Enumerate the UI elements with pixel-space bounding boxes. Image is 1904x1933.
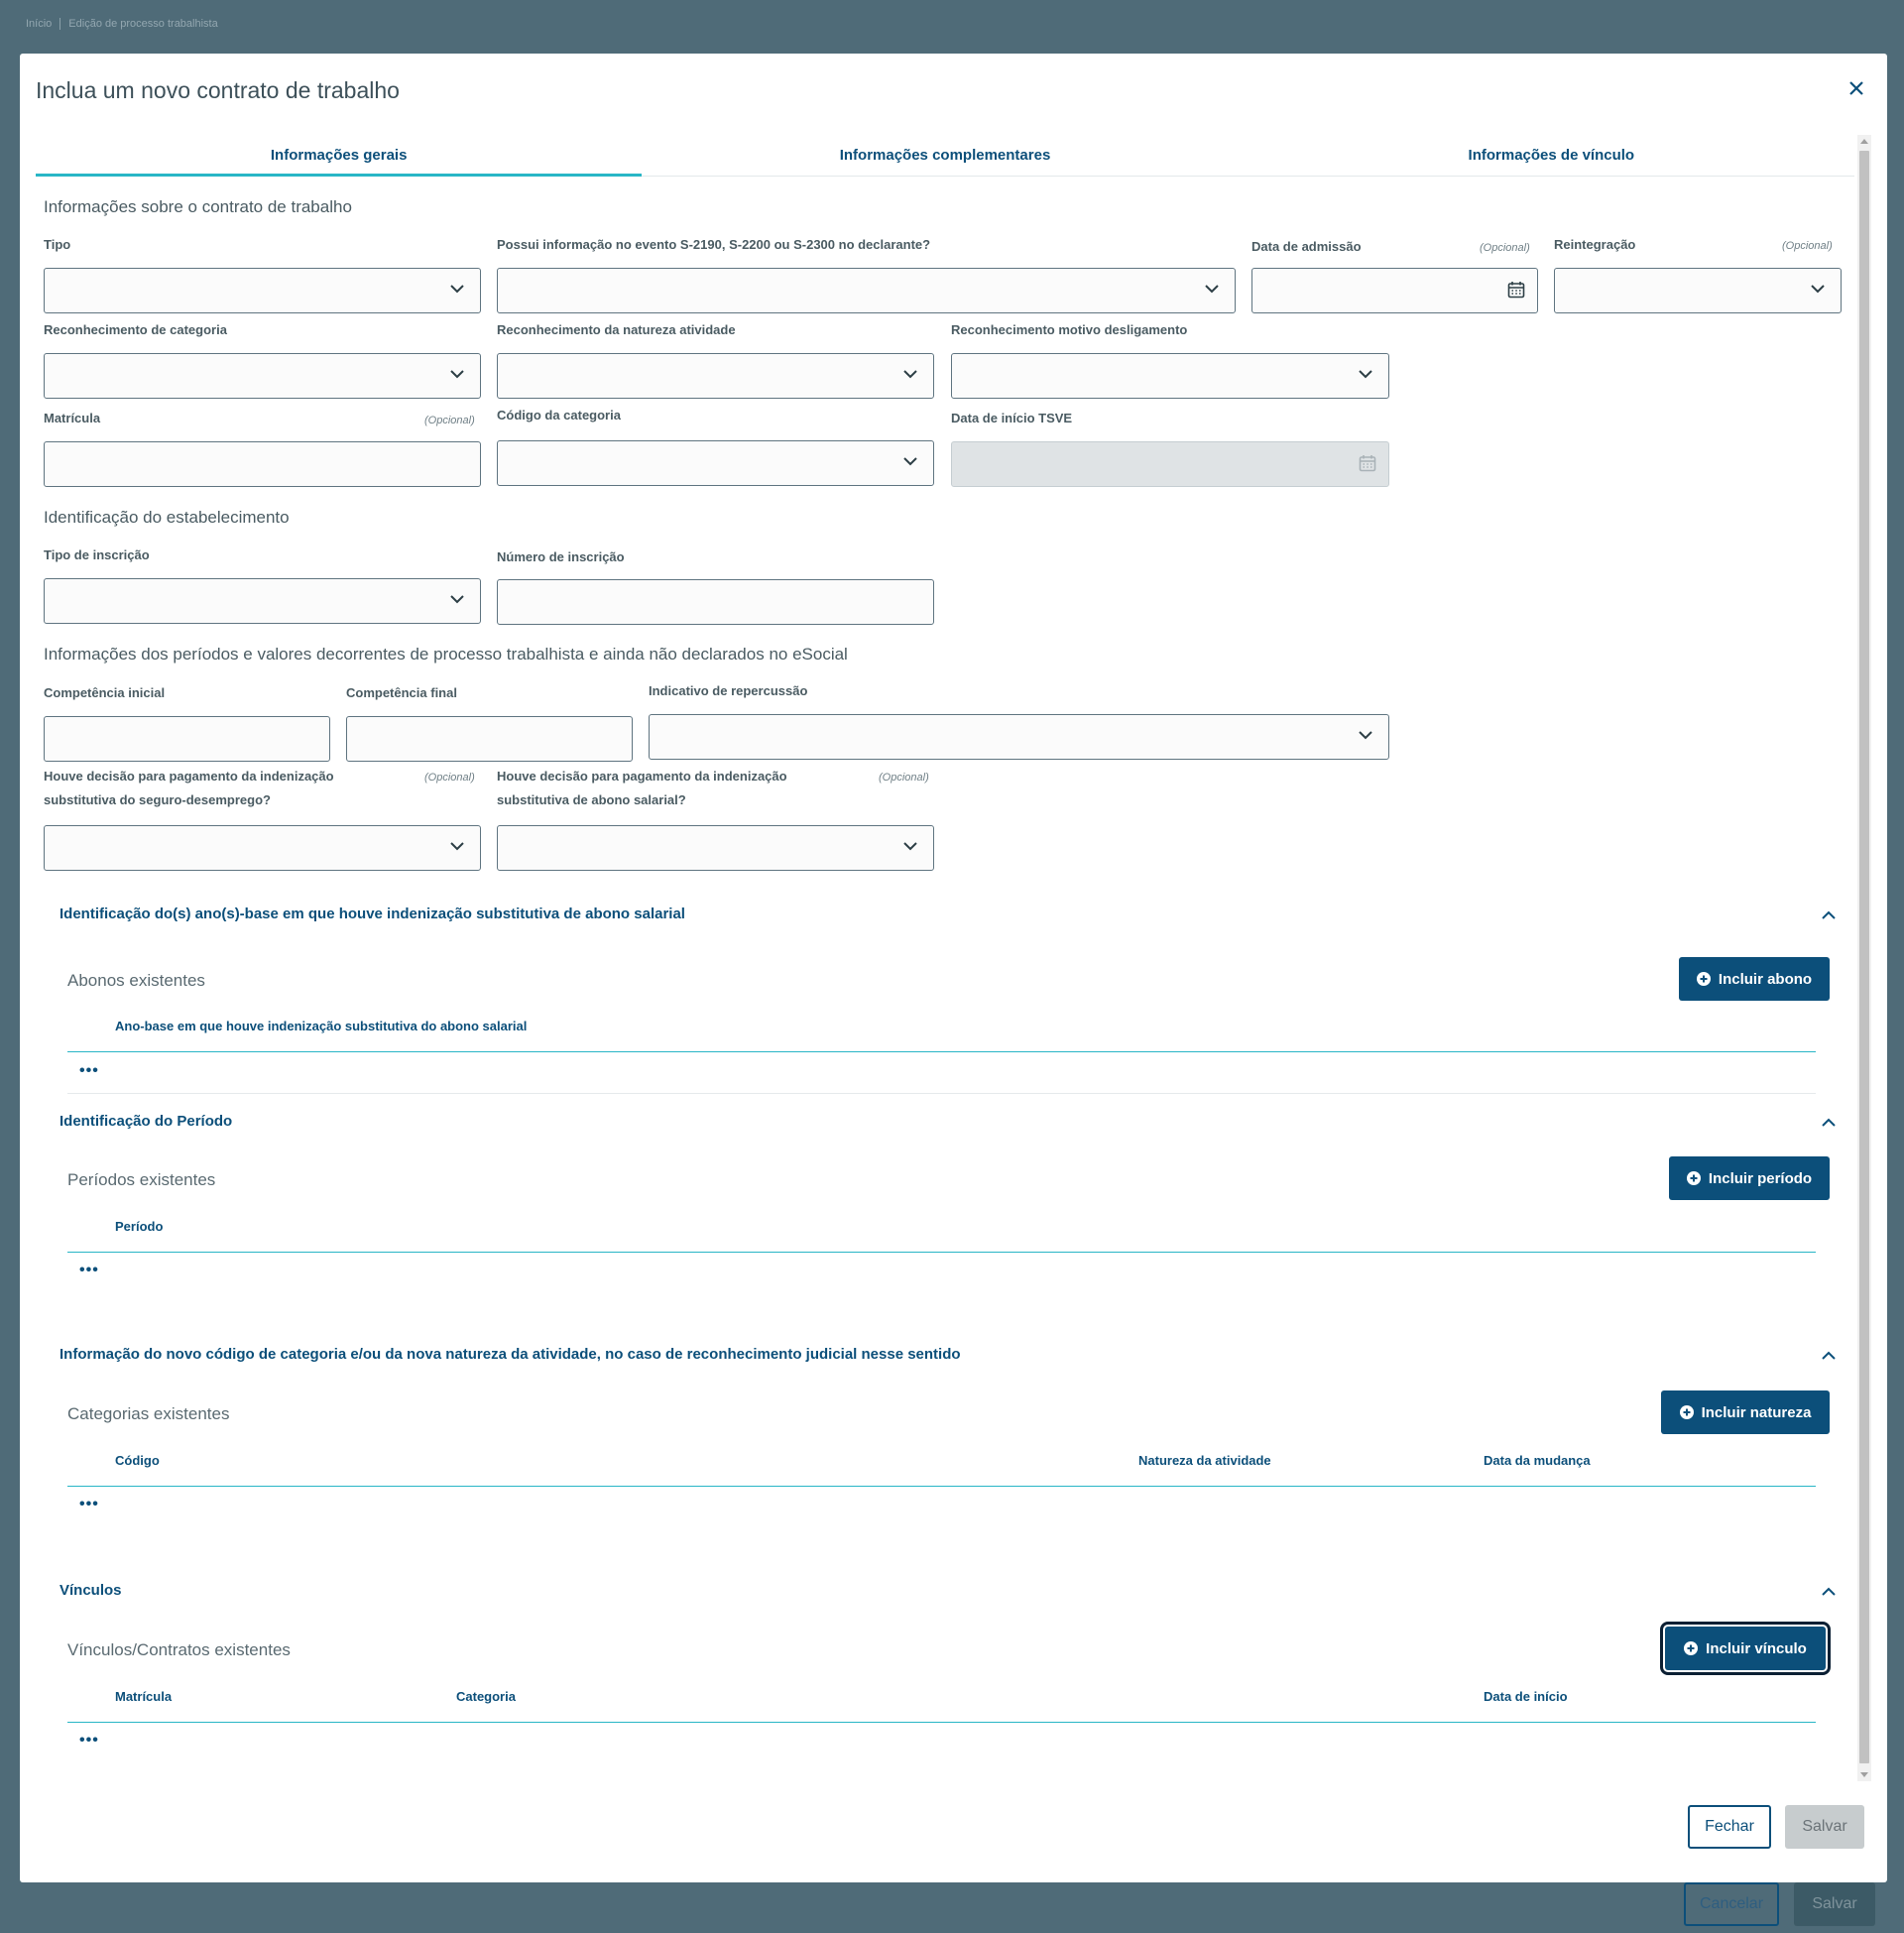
chevron-down-icon xyxy=(450,285,464,294)
label-reintegracao: Reintegração xyxy=(1554,237,1636,252)
chevron-down-icon xyxy=(1359,731,1372,740)
label-data-inicio-tsve: Data de início TSVE xyxy=(951,411,1073,425)
data-inicio-tsve-input xyxy=(951,441,1389,487)
chevron-down-icon xyxy=(1359,370,1372,379)
chevron-up-icon[interactable] xyxy=(1822,1118,1836,1127)
incluir-natureza-button[interactable] xyxy=(1661,1390,1830,1434)
close-icon xyxy=(1849,81,1863,95)
table-header-divider xyxy=(67,1252,1816,1253)
label-decisao-abono-line2: substitutiva de abono salarial? xyxy=(497,792,686,807)
periodos-existentes-title: Períodos existentes xyxy=(67,1170,216,1189)
competencia-inicial-input[interactable] xyxy=(44,716,330,762)
plus-circle-icon xyxy=(1680,1405,1694,1419)
chevron-down-icon xyxy=(903,370,917,379)
incluir-vinculo-label: Incluir vínculo xyxy=(1706,1639,1807,1657)
incluir-periodo-label: Incluir período xyxy=(1708,1169,1813,1187)
optional-tag: (Opcional) xyxy=(424,415,475,426)
label-tipo: Tipo xyxy=(44,237,71,252)
incluir-abono-label: Incluir abono xyxy=(1718,970,1813,988)
codigo-categoria-select[interactable] xyxy=(497,440,934,486)
plus-circle-icon xyxy=(1687,1171,1701,1185)
column-header-data-inicio[interactable]: Data de início xyxy=(1484,1689,1568,1704)
indicativo-repercussao-select[interactable] xyxy=(649,714,1389,760)
label-competencia-inicial: Competência inicial xyxy=(44,685,166,700)
matricula-input[interactable] xyxy=(44,441,481,487)
column-header-ano-base[interactable]: Ano-base em que houve indenização substitutiva do abono salarial xyxy=(115,1019,528,1033)
more-options-icon[interactable]: ••• xyxy=(79,1062,99,1079)
reconhecimento-natureza-select[interactable] xyxy=(497,353,934,399)
label-reconhecimento-natureza: Reconhecimento da natureza atividade xyxy=(497,322,736,337)
chevron-down-icon xyxy=(450,595,464,604)
optional-tag: (Opcional) xyxy=(879,772,929,784)
categorias-existentes-title: Categorias existentes xyxy=(67,1404,230,1423)
optional-tag: (Opcional) xyxy=(424,772,475,784)
label-competencia-final: Competência final xyxy=(346,685,457,700)
abonos-existentes-title: Abonos existentes xyxy=(67,971,205,990)
label-possui-info: Possui informação no evento S-2190, S-2200 ou S-2300 no declarante? xyxy=(497,237,931,252)
column-header-codigo[interactable]: Código xyxy=(115,1453,160,1468)
table-header-divider xyxy=(67,1051,1816,1052)
chevron-up-icon[interactable] xyxy=(1822,910,1836,919)
group-title-periodo[interactable]: Identificação do Período xyxy=(60,1113,233,1130)
column-header-matricula[interactable]: Matrícula xyxy=(115,1689,173,1704)
tab-informacoes-vinculo[interactable]: Informações de vínculo xyxy=(1468,147,1635,164)
tipo-select[interactable] xyxy=(44,268,481,313)
chevron-down-icon xyxy=(903,457,917,466)
section-title-estabelecimento: Identificação do estabelecimento xyxy=(44,508,290,527)
incluir-natureza-label: Incluir natureza xyxy=(1701,1403,1812,1421)
tab-informacoes-complementares[interactable]: Informações complementares xyxy=(839,147,1051,164)
label-data-admissao: Data de admissão xyxy=(1251,239,1362,254)
column-header-natureza-atividade[interactable]: Natureza da atividade xyxy=(1138,1453,1271,1468)
label-codigo-categoria: Código da categoria xyxy=(497,408,621,423)
modal-title: Inclua um novo contrato de trabalho xyxy=(36,77,400,103)
column-header-periodo[interactable]: Período xyxy=(115,1219,164,1234)
plus-circle-icon xyxy=(1684,1641,1698,1655)
chevron-down-icon xyxy=(1811,285,1825,294)
background-save-button: Salvar xyxy=(1794,1882,1875,1926)
section-title-contrato: Informações sobre o contrato de trabalho xyxy=(44,197,352,216)
scroll-up-arrow-icon[interactable] xyxy=(1860,139,1868,144)
tab-informacoes-gerais[interactable]: Informações gerais xyxy=(36,135,642,176)
modal-dialog xyxy=(20,54,1887,1882)
label-reconhecimento-motivo: Reconhecimento motivo desligamento xyxy=(951,322,1188,337)
calendar-icon xyxy=(1359,454,1376,472)
group-title-natureza[interactable]: Informação do novo código de categoria e/ou da nova natureza da atividade, no caso de reconhecimento judicial nesse sentido xyxy=(60,1346,961,1363)
scroll-down-arrow-icon[interactable] xyxy=(1860,1772,1868,1777)
more-options-icon[interactable]: ••• xyxy=(79,1496,99,1512)
reconhecimento-categoria-select[interactable] xyxy=(44,353,481,399)
table-header-divider xyxy=(67,1486,1816,1487)
label-matricula: Matrícula xyxy=(44,411,101,425)
tipo-inscricao-select[interactable] xyxy=(44,578,481,624)
chevron-up-icon[interactable] xyxy=(1822,1351,1836,1360)
plus-circle-icon xyxy=(1697,972,1711,986)
fechar-button[interactable]: Fechar xyxy=(1688,1805,1771,1849)
chevron-up-icon[interactable] xyxy=(1822,1587,1836,1596)
label-decisao-seguro-line1: Houve decisão para pagamento da indenização xyxy=(44,769,334,784)
salvar-button[interactable]: Salvar xyxy=(1785,1805,1864,1849)
tab-bar xyxy=(36,135,1854,177)
breadcrumb-home[interactable]: Início xyxy=(26,18,53,30)
breadcrumb-current: Edição de processo trabalhista xyxy=(68,18,218,30)
chevron-down-icon xyxy=(450,370,464,379)
column-header-categoria[interactable]: Categoria xyxy=(456,1689,516,1704)
label-decisao-abono-line1: Houve decisão para pagamento da indenização xyxy=(497,769,787,784)
close-button[interactable] xyxy=(1844,75,1869,101)
column-header-data-mudanca[interactable]: Data da mudança xyxy=(1484,1453,1591,1468)
label-tipo-inscricao: Tipo de inscrição xyxy=(44,547,150,562)
table-header-divider xyxy=(67,1722,1816,1723)
label-indicativo-repercussao: Indicativo de repercussão xyxy=(649,683,808,698)
reintegracao-select[interactable] xyxy=(1554,268,1842,313)
data-admissao-input[interactable] xyxy=(1251,268,1538,313)
incluir-vinculo-button[interactable] xyxy=(1665,1627,1826,1670)
optional-tag: (Opcional) xyxy=(1480,242,1530,254)
chevron-down-icon xyxy=(1205,285,1219,294)
calendar-icon[interactable] xyxy=(1507,281,1525,299)
possui-info-select[interactable] xyxy=(497,268,1236,313)
section-divider xyxy=(67,1093,1816,1094)
group-title-abono[interactable]: Identificação do(s) ano(s)-base em que houve indenização substitutiva de abono salarial xyxy=(60,906,685,922)
competencia-final-input[interactable] xyxy=(346,716,633,762)
chevron-down-icon xyxy=(903,842,917,851)
modal-scrollbar[interactable] xyxy=(1857,135,1871,1781)
chevron-down-icon xyxy=(450,842,464,851)
label-reconhecimento-categoria: Reconhecimento de categoria xyxy=(44,322,227,337)
group-title-vinculos[interactable]: Vínculos xyxy=(60,1582,122,1599)
incluir-periodo-button[interactable] xyxy=(1669,1156,1830,1200)
section-title-periodos: Informações dos períodos e valores decorrentes de processo trabalhista e ainda não declarados no eSocial xyxy=(44,645,848,664)
more-options-icon[interactable]: ••• xyxy=(79,1262,99,1278)
label-decisao-seguro-line2: substitutiva do seguro-desemprego? xyxy=(44,792,271,807)
background-cancel-button: Cancelar xyxy=(1684,1882,1779,1926)
optional-tag: (Opcional) xyxy=(1782,240,1833,252)
numero-inscricao-input[interactable] xyxy=(497,579,934,625)
reconhecimento-motivo-select[interactable] xyxy=(951,353,1389,399)
incluir-abono-button[interactable] xyxy=(1679,957,1830,1001)
vinculos-existentes-title: Vínculos/Contratos existentes xyxy=(67,1640,291,1659)
scrollbar-thumb[interactable] xyxy=(1859,151,1869,1763)
breadcrumb xyxy=(26,18,218,30)
label-numero-inscricao: Número de inscrição xyxy=(497,549,625,564)
decisao-abono-select[interactable] xyxy=(497,825,934,871)
more-options-icon[interactable]: ••• xyxy=(79,1732,99,1749)
decisao-seguro-select[interactable] xyxy=(44,825,481,871)
